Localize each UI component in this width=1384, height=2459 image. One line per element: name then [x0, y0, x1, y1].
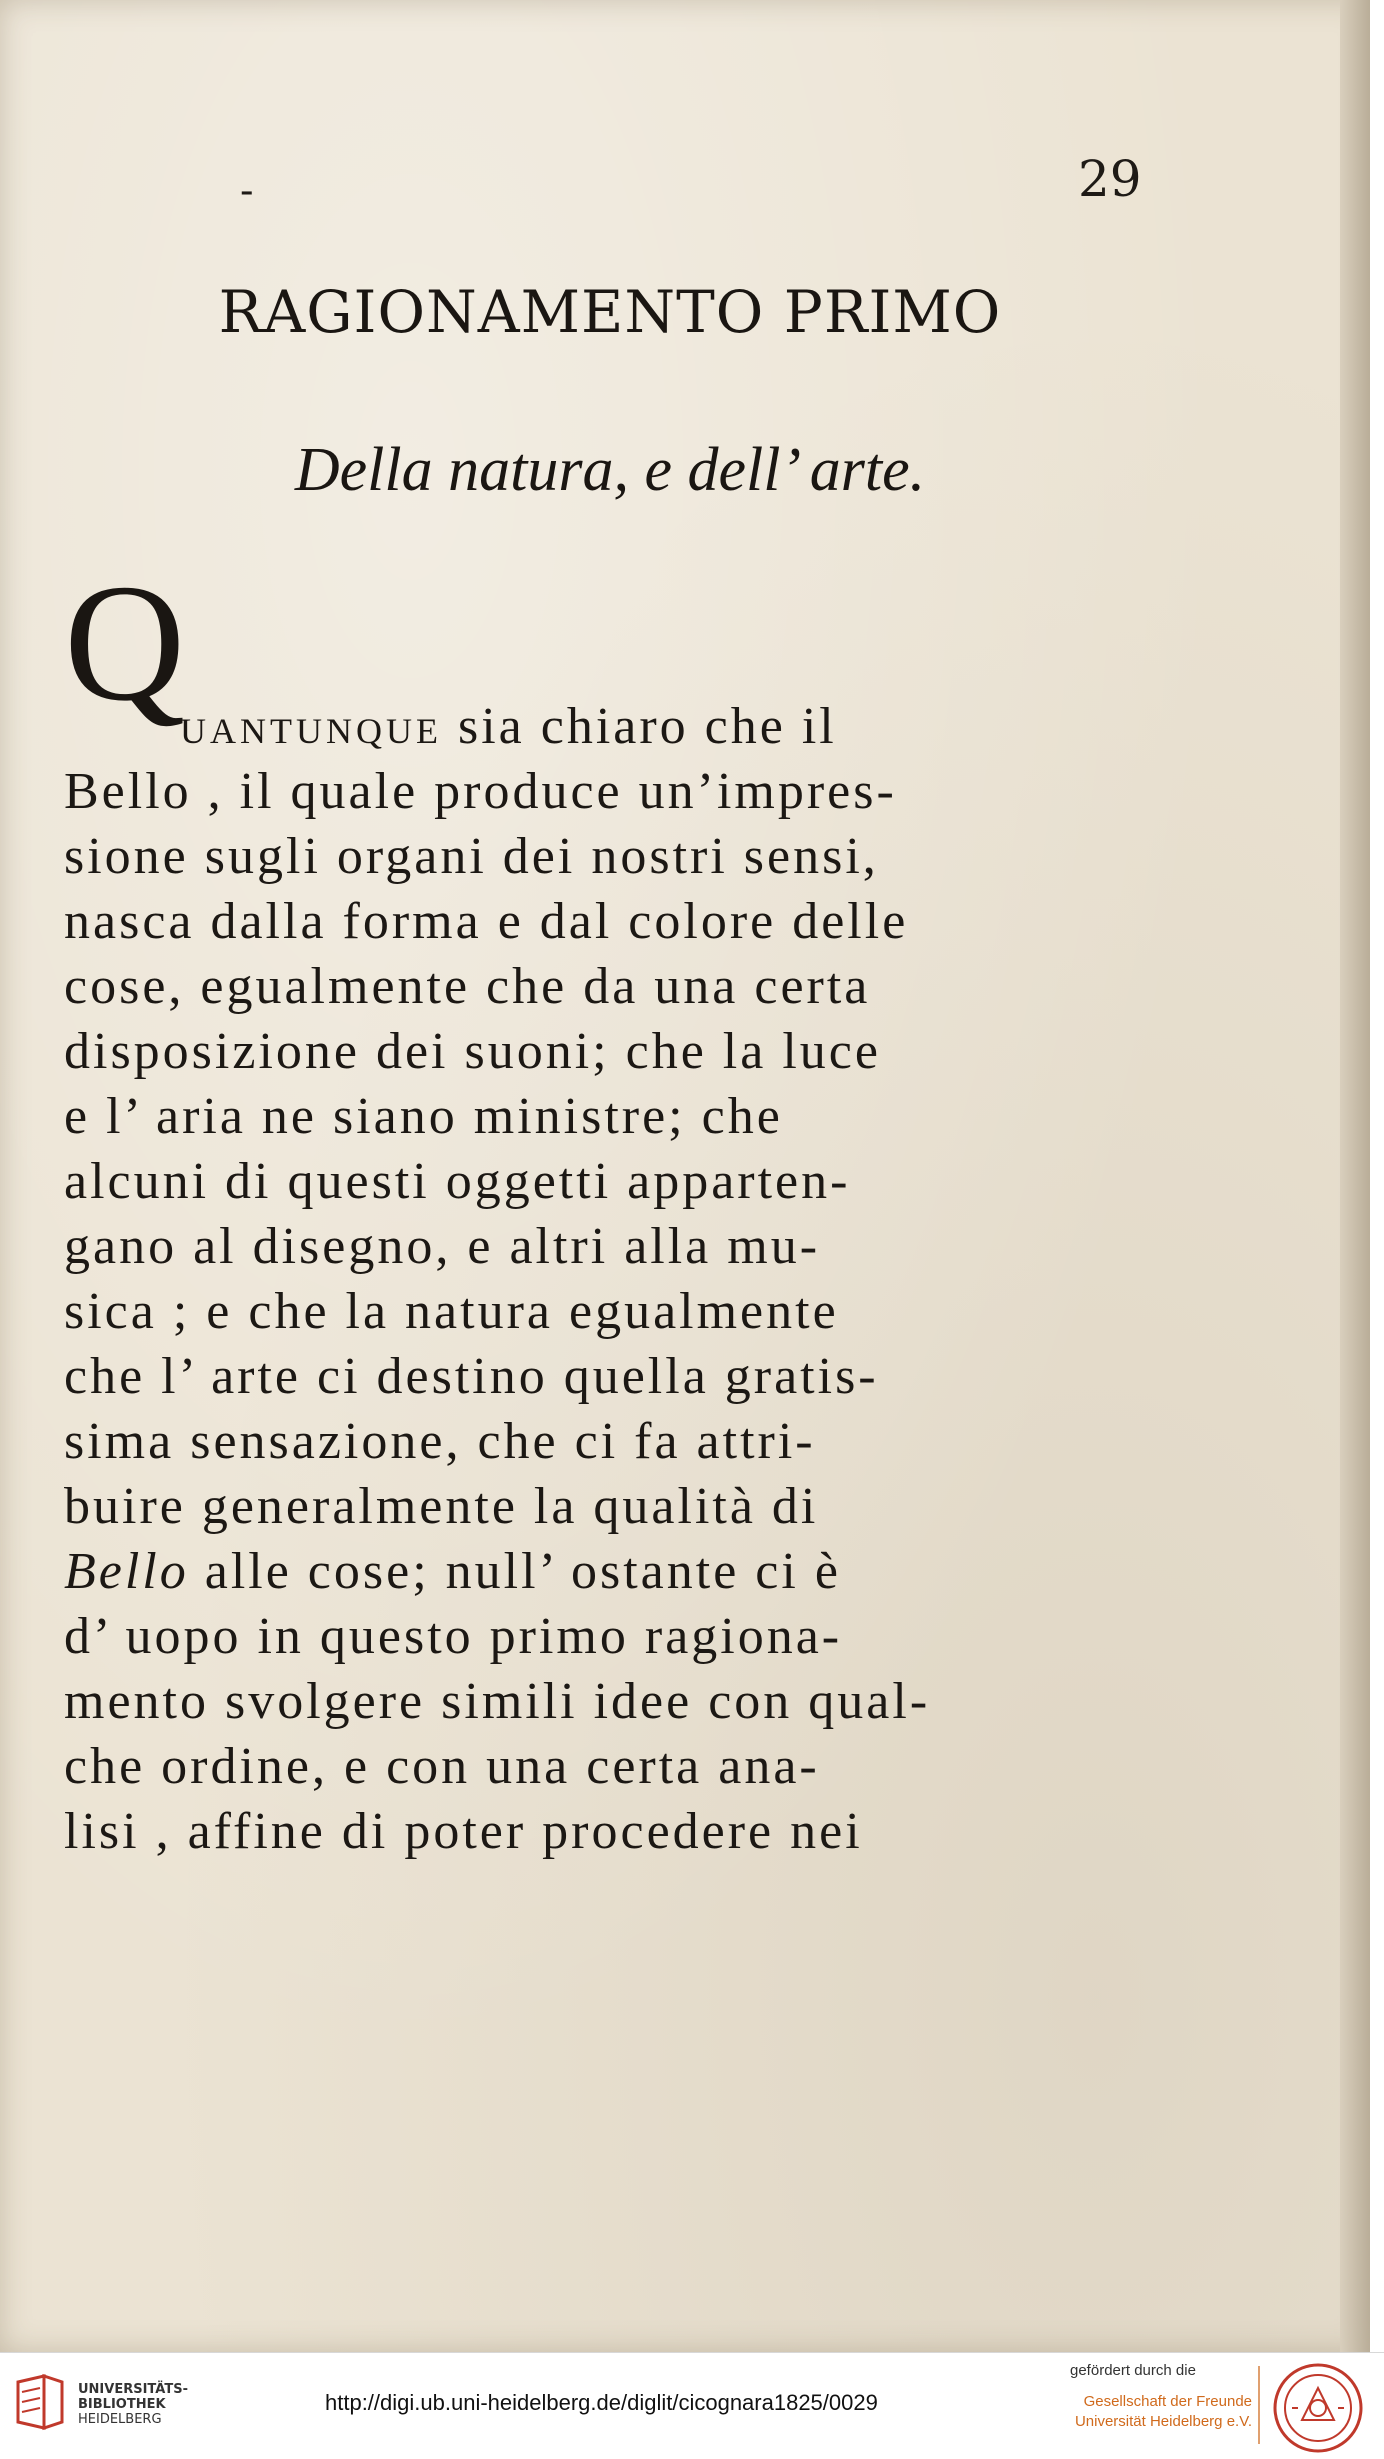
line-text: mento svolgere simili idee con qual-: [64, 1673, 931, 1730]
chapter-title: RAGIONAMENTO PRIMO: [218, 278, 1002, 346]
line-text: cose, egualmente che da una certa: [64, 958, 871, 1015]
line-text: e l’ aria ne siano ministre; che: [64, 1088, 783, 1145]
text-line: [64, 1537, 1164, 1607]
text-line: [180, 692, 1280, 762]
text-line: [64, 1277, 1164, 1347]
text-line: [64, 1212, 1164, 1282]
text-line: [64, 822, 1164, 892]
line-text: alle cose; null’ ostante ci è: [188, 1543, 841, 1600]
line-text: d’ uopo in questo primo ragiona-: [64, 1608, 843, 1665]
sponsor-divider: [1258, 2366, 1260, 2444]
text-line: [64, 1342, 1164, 1412]
line-text: disposizione dei suoni; che la luce: [64, 1023, 881, 1080]
chapter-subtitle: Della natura, e dell’ arte.: [294, 436, 926, 504]
line-text: Bello , il quale produce un’impres-: [64, 763, 897, 820]
page-edge: [1340, 0, 1370, 2352]
line-text: sia chiaro che il: [441, 698, 837, 755]
text-line: [64, 1147, 1164, 1217]
text-line: [64, 1407, 1164, 1477]
university-seal-icon[interactable]: [1272, 2362, 1364, 2454]
line-text: che ordine, e con una certa ana-: [64, 1738, 820, 1795]
text-line: [64, 1797, 1164, 1867]
line-text: buire generalmente la qualità di: [64, 1478, 819, 1535]
sponsor-name-line: Universität Heidelberg e.V.: [1074, 2413, 1252, 2430]
page-number: 29: [1078, 150, 1142, 208]
line-text: sica ; e che la natura egualmente: [64, 1283, 839, 1340]
sponsor-name-line: Gesellschaft der Freunde: [1083, 2393, 1252, 2410]
permalink-url[interactable]: http://digi.ub.uni-heidelberg.de/diglit/cicognara1825/0029: [325, 2390, 878, 2415]
text-line: [64, 1732, 1164, 1802]
sponsor-label: gefördert durch die: [1070, 2362, 1196, 2379]
ub-heidelberg-logo-icon[interactable]: [14, 2372, 66, 2432]
library-name-line: BIBLIOTHEK: [78, 2397, 166, 2412]
library-name[interactable]: [78, 2382, 238, 2442]
line-text: lisi , affine di poter procedere nei: [64, 1803, 863, 1860]
line-text: nasca dalla forma e dal colore delle: [64, 893, 909, 950]
line-text: sione sugli organi dei nostri sensi,: [64, 828, 879, 885]
text-line: [64, 1082, 1164, 1152]
text-line: [64, 952, 1164, 1022]
lead-word: UANTUNQUE: [180, 711, 442, 751]
text-line: [64, 1017, 1164, 1087]
text-line: [64, 1602, 1164, 1672]
library-name-line: UNIVERSITÄTS-: [78, 2382, 188, 2397]
line-text: alcuni di questi oggetti apparten-: [64, 1153, 851, 1210]
line-text: gano al disegno, e altri alla mu-: [64, 1218, 821, 1275]
line-text: che l’ arte ci destino quella gratis-: [64, 1348, 879, 1405]
text-line: [64, 757, 1164, 827]
drop-cap: Q: [64, 550, 186, 736]
page-dash: -: [240, 168, 254, 214]
text-line: [64, 1472, 1164, 1542]
library-name-line: HEIDELBERG: [78, 2412, 162, 2427]
italic-word: Bello: [64, 1543, 189, 1600]
text-line: [64, 1667, 1164, 1737]
line-text: sima sensazione, che ci fa attri-: [64, 1413, 816, 1470]
text-line: [64, 887, 1164, 957]
sponsor-name[interactable]: [1070, 2392, 1252, 2436]
